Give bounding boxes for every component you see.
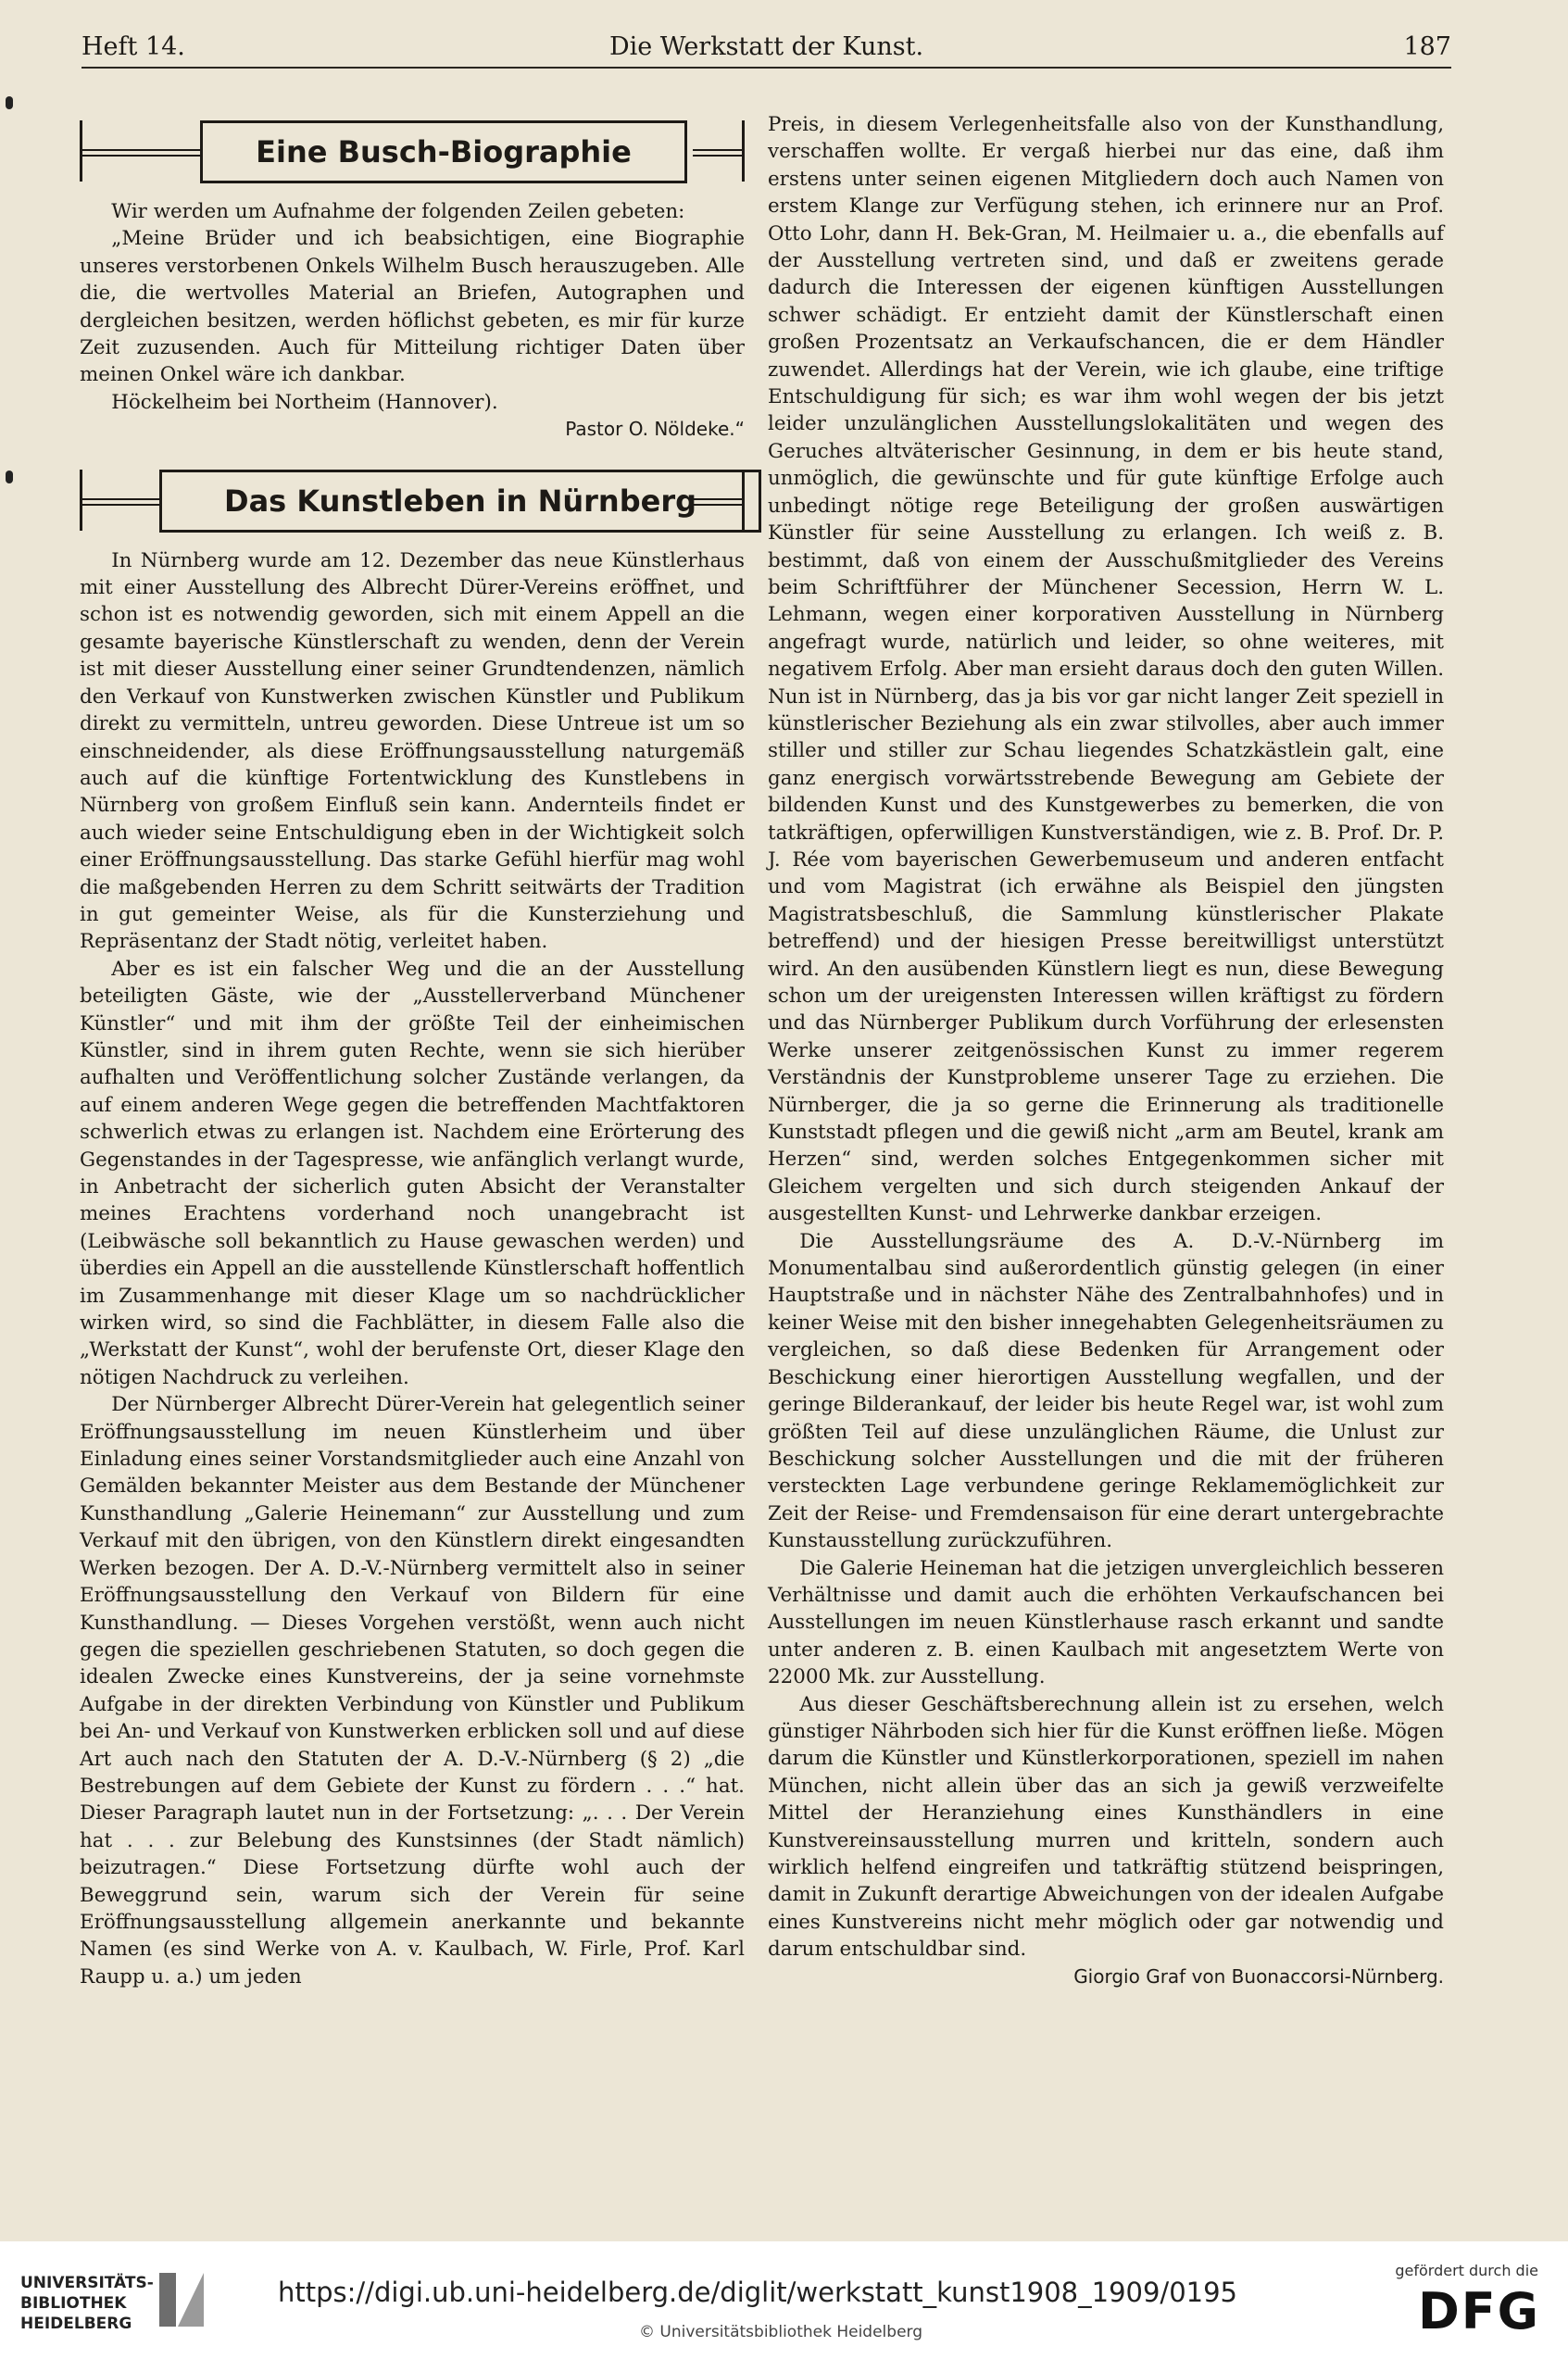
paragraph: Die Ausstellungsräume des A. D.-V.-Nürnberg im Monumentalbau sind außerordentlich günstig gelegen (in einer Hauptstraße und in nächster Nähe des Zentralbahnhofes) und in keiner Weise mit den bisher innegehabten Gelegenheitsräumen zu vergleichen, so daß diese Bedenken für Arrangement oder Beschickung einer hierortigen Ausstellung wegfallen, und der geringe Bilderankauf, der leider bis heute Regel war, ist wohl zum größten Teil auf diese unzulänglichen Räume, die Unlust zur Beschickung solcher Ausstellungen und die mit der früheren versteckten Lage verbundene geringe Reklamemöglichkeit zur Zeit der Reise- und Fremdensaison für eine derart untergebrachte Kunstausstellung zurückzuführen. [768, 1229, 1444, 1553]
article-heading-busch [80, 120, 745, 182]
library-logo-icon [157, 2269, 206, 2330]
binding-mark [6, 96, 13, 109]
article-title: Das Kunstleben in Nürnberg [159, 470, 761, 533]
paragraph: In Nürnberg wurde am 12. Dezember das neue Künstlerhaus mit einer Ausstellung des Albrecht Dürer-Vereins eröffnet, und schon ist es notwendig geworden, sich mit einem Appell an die gesamte bayerische Künstlerschaft zu wenden, denn der Verein ist mit dieser Ausstellung einer seiner Grundtendenzen, nämlich den Verkauf von Kunstwerken zwischen Künstler und Publikum direkt zu vermitteln, untreu geworden. Diese Untreue ist um so einschneidender, als diese Eröffnungsausstellung naturgemäß auch auf die künftige Fortentwicklung des Kunstlebens in Nürnberg von großem Einfluß sein kann. Andernteils findet er auch wieder seine Entschuldigung eben in der Wichtigkeit solch einer Eröffnungsausstellung. Das starke Gefühl hierfür mag wohl die maßgebenden Herren zu dem Schritt seitwärts der Tradition in gut gemeinter Weise, als für die Kunsterziehung und Repräsentanz der Stadt nötig, verleitet haben. [80, 548, 745, 954]
running-head [82, 28, 1451, 69]
viewer-footer [0, 2241, 1568, 2359]
signature: Giorgio Graf von Buonaccorsi-Nürnberg. [1073, 1964, 1444, 1988]
paragraph: Wir werden um Aufnahme der folgenden Zeilen gebeten: [111, 200, 685, 223]
paragraph: Preis, in diesem Verlegenheitsfalle also von der Kunsthandlung, verschaffen wollte. Er vergaß hierbei nur das eine, daß ihm erstens unter seinen eigenen Mitgliedern doch auch Namen von erstem Klange zur Verfügung stehen, ich erinnere nur an Prof. Otto Lohr, dann H. Bek-Gran, M. Heilmaier u. a., die ebenfalls auf der Ausstellung vertreten sind, und daß er zweitens gerade dadurch die Interessen der eigenen künftigen Ausstellungen schwer schädigt. Er entzieht damit der Künstlerschaft einen großen Prozentsatz an Verkaufschancen, die er dem Händler zuwendet. Allerdings hat der Verein, wie ich glaube, eine triftige Entschuldigung für sich; es war ihm wohl wegen der bis jetzt leider unzulänglichen Ausstellungslokalitäten und wegen des Geruches altväterischer Gesinnung, in dem er bis heute stand, unmöglich, die gewünschte und für gute künftige Erfolge auch unbedingt nötige rege Beteiligung der großen auswärtigen Künstler für seine Ausstellung zu erlangen. Ich weiß z. B. bestimmt, daß von einem der Ausschußmitglieder des Vereins beim Schriftführer der Münchener Secession, Herrn W. L. Lehmann, wegen einer korporativen Ausstellung in Nürnberg angefragt wurde, natürlich und leider, so ohne weiteres, mit negativem Erfolg. Aber man ersieht daraus doch den guten Willen. Nun ist in Nürnberg, das ja bis vor gar nicht langer Zeit speziell in künstlerischer Beziehung als ein zwar stilvolles, aber auch immer stiller und stiller zur Schau liegendes Schatzkästlein galt, eine ganz energisch vorwärtsstrebende Bewegung am Gebiete der bildenden Kunst und des Kunstgewerbes zu bemerken, die von tatkräftigen, opferwilligen Kunstverständigen, wie z. B. Prof. Dr. P. J. Rée vom bayerischen Gewerbemuseum und anderen entfacht und vom Magistrat (ich erwähne als Beispiel den jüngsten Magistratsbeschluß, die Sammlung künstlerischer Plakate betreffend) und der hiesigen Presse bereitwilligst unterstützt wird. An den ausübenden Künstlern liegt es nun, diese Bewegung schon um der ureigensten Interessen willen kräftigst zu fördern und das Nürnberger Publikum durch Vorführung der erlesensten Werke unserer zeitgenössischen Kunst zu immer regerem Verständnis der Kunstprobleme unserer Tage zu erziehen. Die Nürnberger, die ja so gerne die Erinnerung als traditionelle Kunststadt pflegen und die gewiß nicht „arm am Beutel, krank am Herzen“ sind, werden solches Entgegenkommen sicher mit Gleichem vergelten und sich durch steigenden Ankauf der ausgestellten Kunst- und Lehrwerke dankbar erzeigen. [768, 113, 1444, 1226]
article-heading-nuernberg [80, 470, 745, 531]
paragraph: Der Nürnberger Albrecht Dürer-Verein hat gelegentlich seiner Eröffnungsausstellung im neuen Künstlerheim und über Einladung eines seiner Vorstandsmitglieder auch eine Anzahl von Gemälden bekannter Meister aus dem Bestande der Münchener Kunsthandlung „Galerie Heinemann“ zur Ausstellung und zum Verkauf mit den übrigen, von den Künstlern direkt eingesandten Werken bezogen. Der A. D.-V.-Nürnberg vermittelt also in seiner Eröffnungsausstellung den Verkauf von Bildern für eine Kunsthandlung. — Dieses Vorgehen verstößt, wenn auch nicht gegen die speziellen geschriebenen Statuten, so doch gegen die idealen Zwecke eines Kunstvereins, der ja seine vornehmste Aufgabe in der direkten Verbindung von Künstler und Publikum bei An- und Verkauf von Kunstwerken erblicken soll und auf diese Art auch nach den Statuten der A. D.-V.-Nürnberg (§ 2) „die Bestrebungen auf dem Gebiete der Kunst zu fördern . . .“ hat. Dieser Paragraph lautet nun in der Fortsetzung: „. . . Der Verein hat . . . zur Belebung des Kunstsinnes (der Stadt nämlich) beizutragen.“ Diese Fortsetzung dürfte wohl auch der Beweggrund sein, warum sich der Verein für seine Eröffnungsausstellung allgemein anerkannte und bekannte Namen (es sind Werke von A. v. Kaulbach, W. Firle, Prof. Karl Raupp u. a.) um jeden [80, 1393, 745, 1989]
dfg-logo: DFG [1417, 2282, 1540, 2340]
page-number: 187 [1403, 32, 1451, 61]
paragraph: Aus dieser Geschäftsberechnung allein ist zu ersehen, welch günstiger Nährboden sich hier für die Kunst eröffnen ließe. Mögen darum die Künstler und Künstlerkorporationen, speziell im nahen München, nicht allein über das an sich ja gewiß verzweifelte Mittel der Heranziehung eines Kunsthändlers in eine Kunstvereinsausstellung murren und kritteln, sondern auch wirklich helfend eingreifen und tatkräftig stützend beispringen, damit in Zukunft derartige Abweichungen von der idealen Aufgabe eines Kunstvereins nicht mehr möglich oder gar notwendig und darum entschuldbar sind. [768, 1692, 1444, 1962]
paragraph: Aber es ist ein falscher Weg und die an der Ausstellung beteiligten Gäste, wie der „Ausstellerverband Münchener Künstler“ und mit ihm der größte Teil der einheimischen Künstler, sind in ihrem guten Rechte, wenn sie sich hierüber aufhalten und Veröffentlichung solcher Zustände verlangen, da auf einem anderen Wege gegen die betreffenden Machtfaktoren schwerlich etwas zu erlangen ist. Nachdem eine Erörterung des Gegenstandes in der Tagespresse, wie anfänglich verlangt wurde, in Anbetracht der sicherlich guten Absicht der Veranstalter meines Erachtens vorderhand noch unangebracht ist (Leibwäsche soll bekanntlich zu Hause gewaschen werden) und überdies ein Appell an die ausstellende Künstlerschaft hoffentlich im Zusammenhange mit dieser Klage um so nachdrücklicher wirken wird, so sind die Fachblätter, in diesem Falle also die „Werkstatt der Kunst“, wohl der berufenste Ort, dieser Klage den nötigen Nachdruck zu verleihen. [80, 957, 745, 1389]
right-column [768, 111, 1444, 1990]
left-column [80, 111, 745, 1990]
binding-mark [6, 471, 13, 483]
copyright-notice: © Universitätsbibliothek Heidelberg [639, 2323, 923, 2341]
paragraph: Höckelheim bei Northeim (Hannover). [111, 390, 498, 414]
funded-by-label: gefördert durch die [1395, 2262, 1538, 2279]
journal-title: Die Werkstatt der Kunst. [608, 32, 924, 61]
permalink-url[interactable]: https://digi.ub.uni-heidelberg.de/diglit/werkstatt_kunst1908_1909/0195 [278, 2277, 1237, 2308]
article-title: Eine Busch-Biographie [200, 120, 687, 183]
signature: Pastor O. Nöldeke.“ [565, 418, 745, 441]
paragraph: „Meine Brüder und ich beabsichtigen, eine Biographie unseres verstorbenen Onkels Wilhelm Busch herauszugeben. Alle die, die wertvolles Material an Briefen, Autographen und dergleichen besitzen, werden höflichst gebeten, es mir für kurze Zeit zuzusenden. Auch für Mitteilung richtiger Daten über meinen Onkel wäre ich dankbar. [80, 227, 745, 387]
issue-number: Heft 14. [82, 32, 185, 61]
library-logo-text: UNIVERSITÄTS-BIBLIOTHEK HEIDELBERG [20, 2274, 154, 2333]
paragraph: Die Galerie Heineman hat die jetzigen unvergleichlich besseren Verhältnisse und damit auch die erhöhten Verkaufschancen bei Ausstellungen im neuen Künstlerhause rasch erkannt und sandte unter anderen z. B. einen Kaulbach mit angesetztem Werte von 22000 Mk. zur Ausstellung. [768, 1556, 1444, 1689]
